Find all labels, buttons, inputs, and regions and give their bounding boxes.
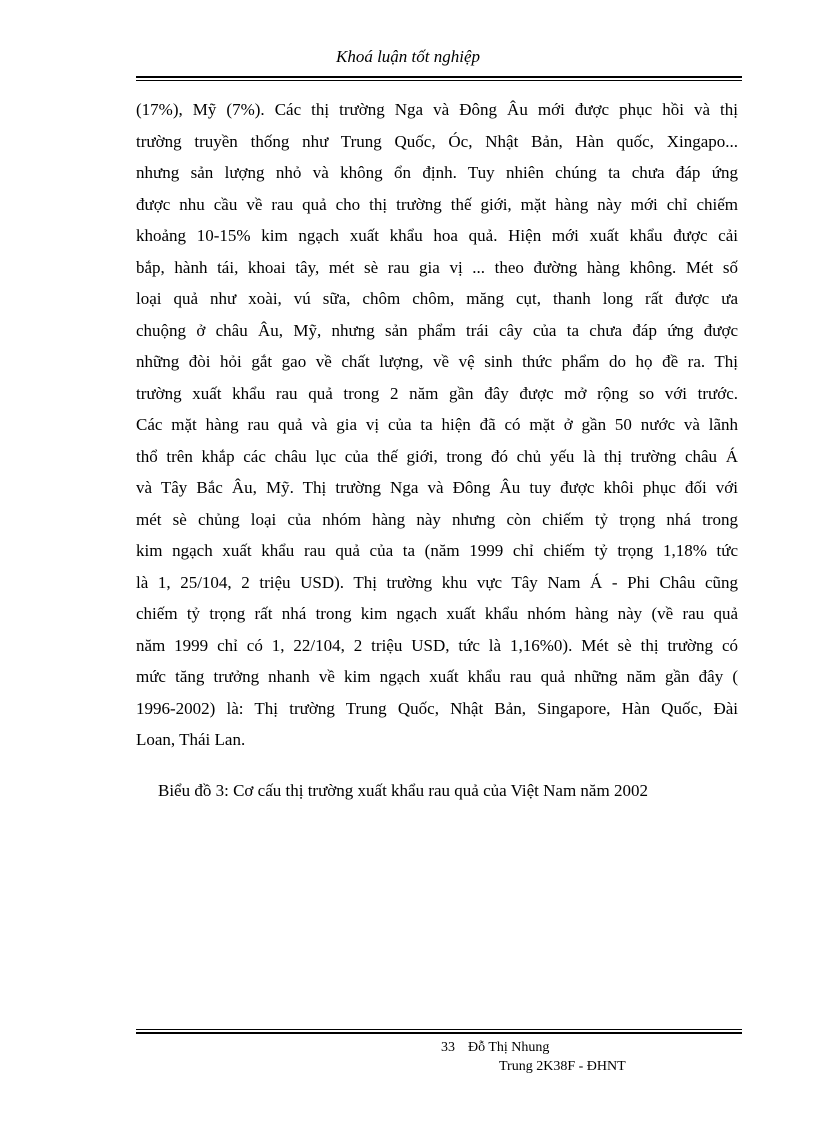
body-line: trường xuất khẩu rau quả trong 2 năm gần đây được mở rộng so với trước. <box>136 383 738 403</box>
footer-divider <box>136 1029 742 1034</box>
page-number: 33 <box>441 1040 455 1055</box>
footer-author: Đỗ Thị Nhung <box>468 1040 550 1055</box>
body-line: năm 1999 chỉ có 1, 22/104, 2 triệu USD, tức là 1,16%0). Mét sè thị trường có <box>136 635 738 655</box>
body-line: nhưng sản lượng nhỏ và không ổn định. Tuy nhiên chúng ta chưa đáp ứng <box>136 163 738 182</box>
body-line: mức tăng trưởng nhanh về kim ngạch xuất khẩu rau quả những năm gần đây ( <box>136 667 738 686</box>
body-line: mét sè chủng loại của nhóm hàng này nhưng còn chiếm tỷ trọng nhá trong <box>136 509 738 529</box>
body-line: khoảng 10-15% kim ngạch xuất khẩu hoa quả. Hiện mới xuất khẩu được cải <box>136 226 738 245</box>
body-line: chuộng ở châu Âu, Mỹ, nhưng sản phẩm trái cây của ta chưa đáp ứng được <box>136 320 738 340</box>
body-line: 1996-2002) là: Thị trường Trung Quốc, Nhật Bản, Singapore, Hàn Quốc, Đài <box>136 698 738 718</box>
footer-class-info: Trung 2K38F - ĐHNT <box>499 1059 626 1074</box>
body-line: và Tây Bắc Âu, Mỹ. Thị trường Nga và Đông Âu tuy được khôi phục đối với <box>136 478 738 497</box>
body-line: loại quả như xoài, vú sữa, chôm chôm, măng cụt, thanh long rất được ưa <box>136 289 738 308</box>
body-line: kim ngạch xuất khẩu rau quả của ta (năm 1999 chỉ chiếm tỷ trọng 1,18% tức <box>136 541 738 560</box>
body-line: Loan, Thái Lan. <box>136 730 246 749</box>
body-line: (17%), Mỹ (7%). Các thị trường Nga và Đông Âu mới được phục hồi và thị <box>136 100 738 119</box>
body-paragraph <box>136 94 738 756</box>
body-line: thổ trên khắp các châu lục của thế giới, trong đó chủ yếu là thị trường châu Á <box>136 446 738 466</box>
body-line: những đòi hỏi gắt gao về chất lượng, về vệ sinh thức phẩm do họ đề ra. Thị <box>136 352 738 371</box>
body-line: được nhu cầu về rau quả cho thị trường thế giới, mặt hàng này mới chỉ chiếm <box>136 194 738 214</box>
chart-caption: Biểu đồ 3: Cơ cấu thị trường xuất khẩu rau quả của Việt Nam năm 2002 <box>158 781 648 800</box>
body-line: bắp, hành tái, khoai tây, mét sè rau gia vị ... theo đường hàng không. Mét số <box>136 257 738 277</box>
body-line: trường truyền thống như Trung Quốc, Óc, Nhật Bản, Hàn quốc, Xingapo... <box>136 131 738 151</box>
body-line: chiếm tỷ trọng rất nhá trong kim ngạch xuất khẩu nhóm hàng này (về rau quả <box>136 604 738 623</box>
header-divider <box>136 76 742 81</box>
page-header-title: Khoá luận tốt nghiệp <box>335 47 481 66</box>
body-line: là 1, 25/104, 2 triệu USD). Thị trường khu vực Tây Nam Á - Phi Châu cũng <box>136 572 738 592</box>
body-line: Các mặt hàng rau quả và gia vị của ta hiện đã có mặt ở gần 50 nước và lãnh <box>136 415 738 434</box>
